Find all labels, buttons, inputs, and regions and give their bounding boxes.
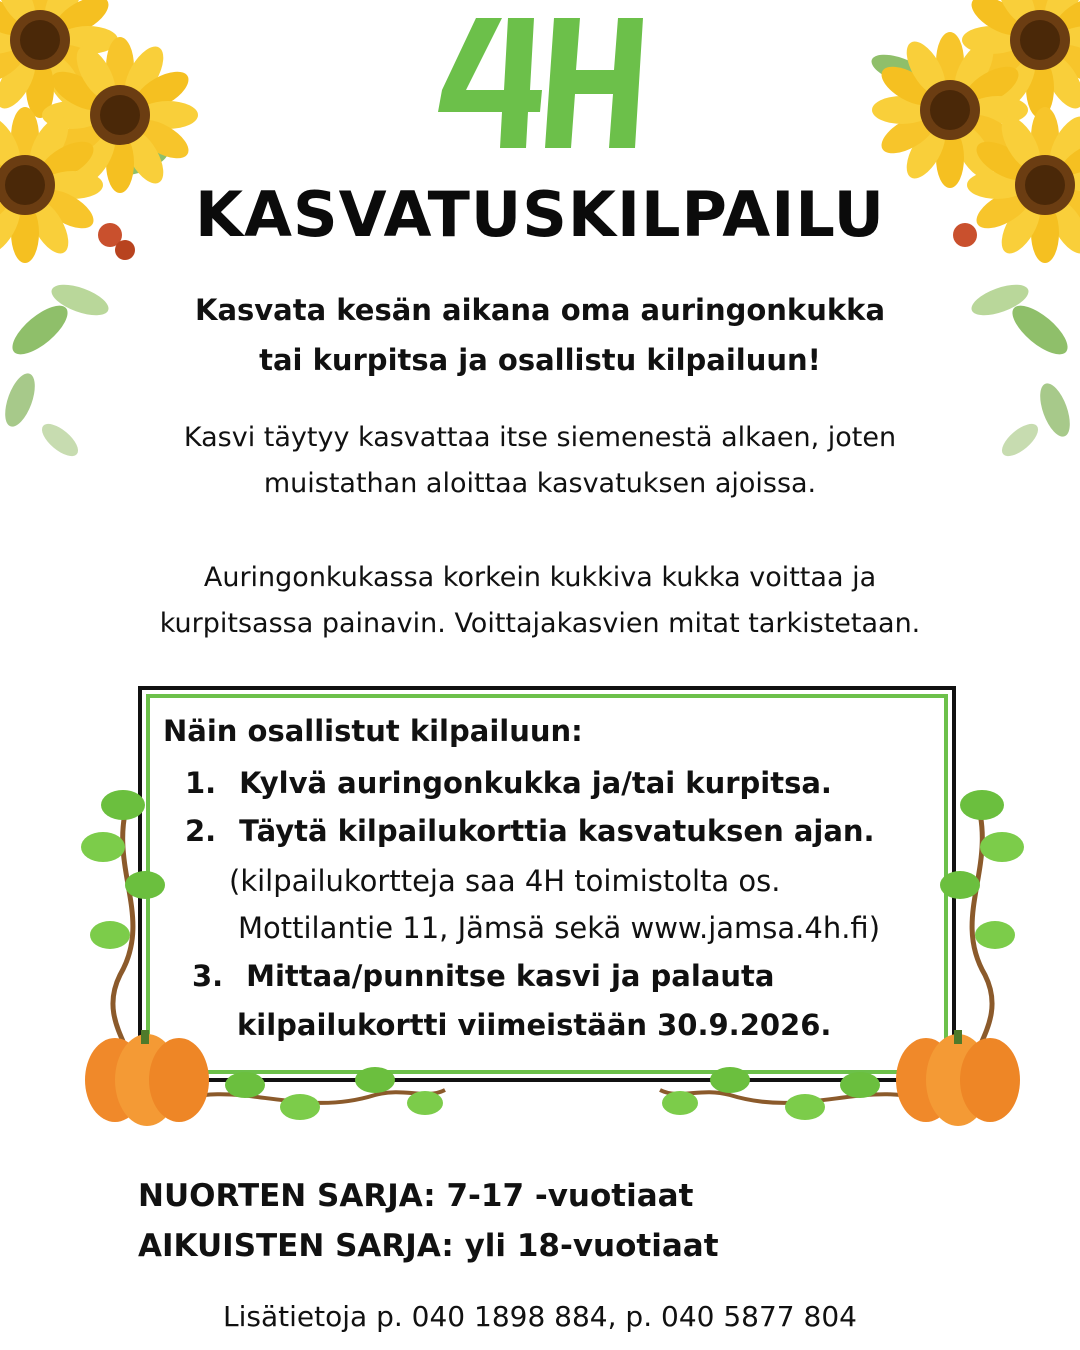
step-2-note-line-2: Mottilantie 11, Jämsä sekä www.jamsa.4h.fi) [238,911,881,945]
step-2-text: Täytä kilpailukorttia kasvatuksen ajan. [239,814,875,848]
adult-series: AIKUISTEN SARJA: yli 18-vuotiaat [138,1228,719,1264]
step-1-number: 1. [185,766,217,800]
intro-line-1: Kasvi täytyy kasvattaa itse siemenestä alkaen, joten [183,422,897,453]
step-3-text-line-1: Mittaa/punnitse kasvi ja palauta [246,959,775,993]
vine-pumpkin-right [650,775,1030,1145]
page-title: KASVATUSKILPAILU [195,178,885,251]
intro-paragraph [0,415,1080,507]
step-1-text: Kylvä auringonkukka ja/tai kurpitsa. [239,766,832,800]
rules-line-1: Auringonkukassa korkein kukkiva kukka voittaa ja [203,562,877,593]
subtitle-line-1: Kasvata kesän aikana oma auringonkukka [194,293,886,327]
vine-pumpkin-left [75,775,455,1145]
step-3-number: 3. [192,959,224,993]
rules-line-2: kurpitsassa painavin. Voittajakasvien mitat tarkistetaan. [159,608,921,639]
subtitle-line-2: tai kurpitsa ja osallistu kilpailuun! [259,343,821,377]
step-3-text-line-2: kilpailukortti viimeistään 30.9.2026. [237,1008,832,1042]
step-2-note-line-1: (kilpailukortteja saa 4H toimistolta os. [229,864,781,898]
rules-paragraph [0,555,1080,647]
contact-info: Lisätietoja p. 040 1898 884, p. 040 5877 804 [223,1300,857,1333]
intro-line-2: muistathan aloittaa kasvatuksen ajoissa. [263,468,817,499]
youth-series: NUORTEN SARJA: 7-17 -vuotiaat [138,1178,694,1214]
4h-logo [438,18,643,148]
step-2-number: 2. [185,814,217,848]
instructions-heading: Näin osallistut kilpailuun: [163,714,583,748]
subtitle [0,285,1080,385]
